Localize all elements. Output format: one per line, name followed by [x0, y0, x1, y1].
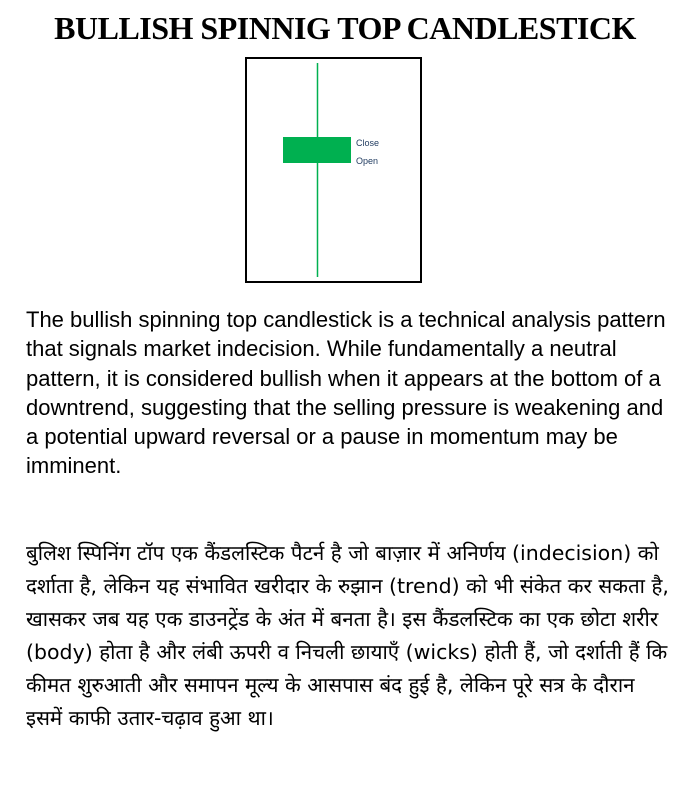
page-title: BULLISH SPINNIG TOP CANDLESTICK [54, 10, 636, 46]
hindi-description: बुलिश स्पिनिंग टॉप एक कैंडलस्टिक पैटर्न है जो बाज़ार में अनिर्णय (indecision) को दर्शाता है, लेकिन यह संभावित खरीदार के रुझान (trend) को भी संकेत कर सकता है, खासकर जब यह एक डाउनट्रेंड के अंत में बनता है। इस कैंडलस्टिक का एक छोटा शरीर (body) होता है और लंबी ऊपरी व निचली छायाएँ (wicks) होती हैं, जो दर्शाती हैं कि कीमत शुरुआती और समापन मूल्य के आसपास बंद हुई है, लेकिन पूरे सत्र के दौरान इसमें काफी उतार-चढ़ाव हुआ था। [26, 541, 669, 730]
candle-body [283, 137, 351, 163]
close-label: Close [356, 138, 380, 148]
candlestick-chart [247, 59, 420, 281]
open-label: Open [356, 156, 379, 166]
candlestick-figure [245, 57, 422, 283]
english-description: The bullish spinning top candlestick is a technical analysis pattern that signals market indecision. While fundamentally a neutral pattern, it is considered bullish when it appears at the bottom of a downtrend, suggesting that the selling pressure is weakening and a potential upward reversal or a pause in momentum may be imminent. [26, 307, 666, 479]
